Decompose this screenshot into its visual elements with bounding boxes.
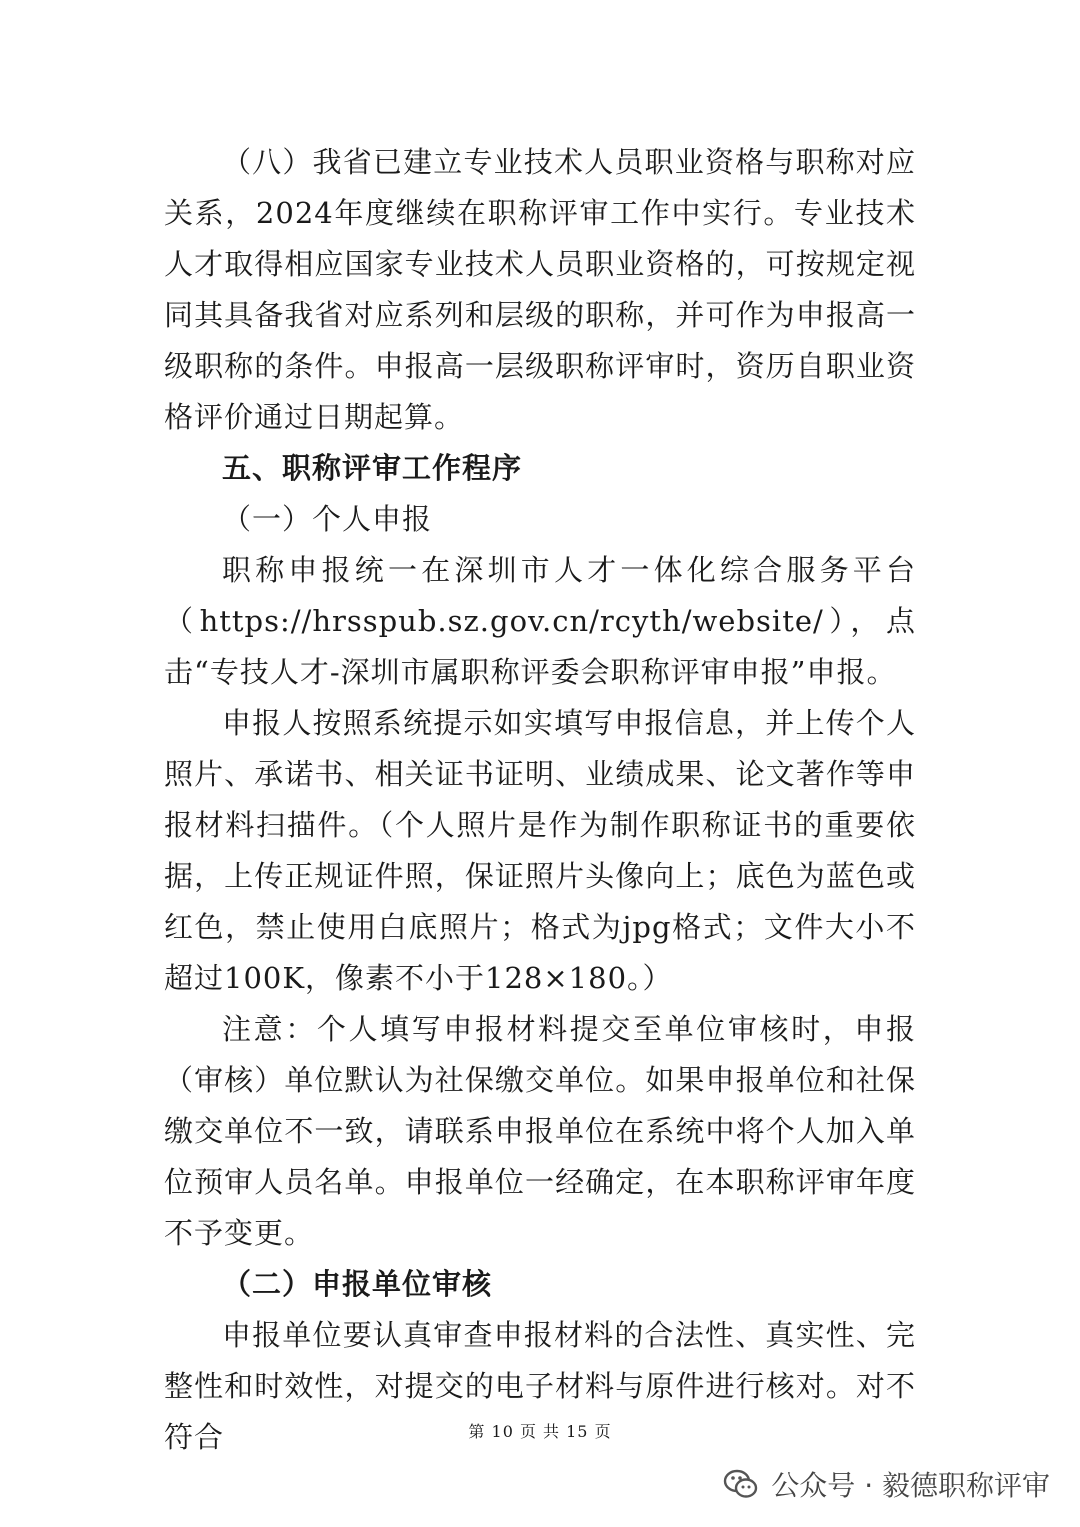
paragraph-platform-info: 职称申报统一在深圳市人才一体化综合服务平台（https://hrsspub.sz.gov.cn/rcyth/website/），点击“专技人才-深圳市属职称评委会职称评审申报”申报。: [164, 553, 916, 689]
paragraph-notice: 注意：个人填写申报材料提交至单位审核时，申报（审核）单位默认为社保缴交单位。如果申报单位和社保缴交单位不一致，请联系申报单位在系统中将个人加入单位预审人员名单。申报单位一经确定，在本职称评审年度不予变更。: [164, 1012, 916, 1250]
wechat-icon: [721, 1464, 761, 1504]
subsection-heading-2: （二）申报单位审核: [222, 1267, 493, 1301]
watermark: [721, 1464, 1050, 1504]
paragraph-upload-requirements: 申报人按照系统提示如实填写申报信息，并上传个人照片、承诺书、相关证书证明、业绩成果、论文著作等申报材料扫描件。（个人照片是作为制作职称证书的重要依据，上传正规证件照，保证照片头像向上；底色为蓝色或红色，禁止使用白底照片；格式为jpg格式；文件大小不超过100K，像素不小于128×180。）: [164, 706, 916, 995]
paragraph-item-8: （八）我省已建立专业技术人员职业资格与职称对应关系，2024年度继续在职称评审工作中实行。专业技术人才取得相应国家专业技术人员职业资格的，可按规定视同其具备我省对应系列和层级的职称，并可作为申报高一级职称的条件。申报高一层级职称评审时，资历自职业资格评价通过日期起算。: [164, 145, 916, 434]
paragraph-unit-review: 申报单位要认真审查申报材料的合法性、真实性、完整性和时效性，对提交的电子材料与原件进行核对。对不符合: [164, 1318, 916, 1454]
page-footer: 第 10 页 共 15 页: [468, 1422, 612, 1441]
document-body: [164, 137, 916, 1463]
section-heading-5: 五、职称评审工作程序: [222, 451, 523, 485]
watermark-text: 公众号 · 毅德职称评审: [771, 1469, 1050, 1502]
subsection-heading-1: （一）个人申报: [222, 502, 433, 536]
